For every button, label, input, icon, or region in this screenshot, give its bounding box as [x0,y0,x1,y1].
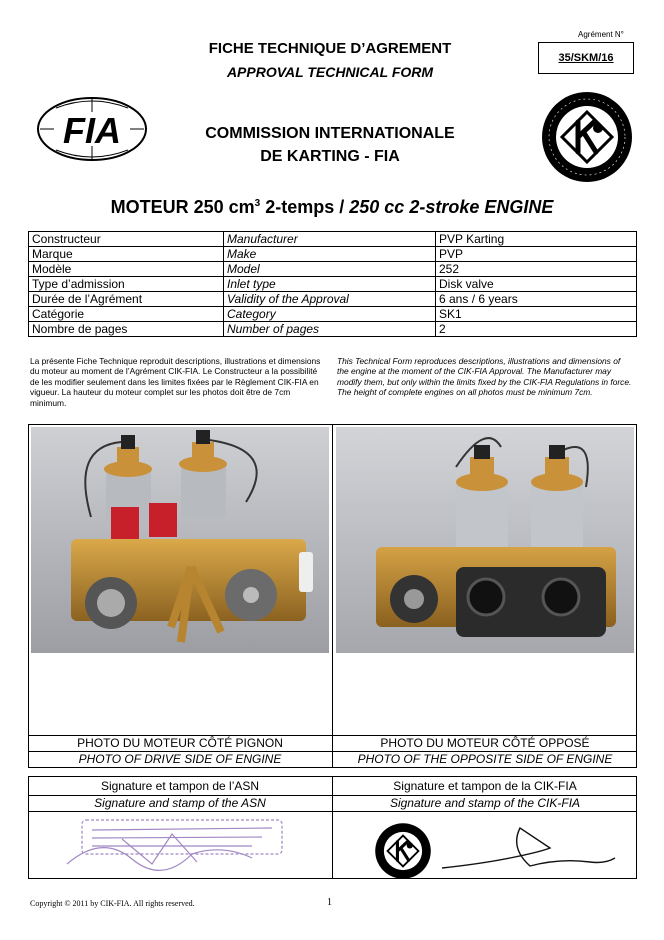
cik-signature-label-en: Signature and stamp of the CIK-FIA [389,796,581,810]
engine-title [30,197,634,218]
spec-value: 6 ans / 6 years [436,292,637,307]
cik-fia-emblem [540,90,634,184]
spec-label-en: Make [224,247,436,262]
asn-signature-label-en: Signature and stamp of the ASN [94,796,266,810]
signature-divider [332,776,333,879]
cik-signature [440,818,620,876]
table-row [29,292,637,307]
signature-caption-rule-2 [28,811,637,812]
spec-label-fr: Catégorie [29,307,224,322]
spec-value: 2 [436,322,637,337]
spec-label-fr: Nombre de pages [29,322,224,337]
title-fr: FICHE TECHNIQUE D’AGREMENT [208,40,452,57]
asn-stamp-signature [62,814,302,874]
table-row [29,247,637,262]
asn-signature-label-fr: Signature et tampon de l’ASN [100,779,260,793]
spec-value: 252 [436,262,637,277]
spec-label-en: Category [224,307,436,322]
engine-title-fr: MOTEUR 250 cm [110,197,255,217]
spec-label-en: Validity of the Approval [224,292,436,307]
photo-divider [332,424,333,768]
engine-photo-opposite-side [336,427,634,653]
table-row [29,277,637,292]
commission-line-1: COMMISSION INTERNATIONALE [205,125,455,142]
spec-label-en: Number of pages [224,322,436,337]
engine-photo-drive-side [31,427,329,653]
spec-value: PVP Karting [436,232,637,247]
spec-label-fr: Marque [29,247,224,262]
info-text-fr: La présente Fiche Technique reproduit descriptions, illustrations et dimensions du moteur au moment de l’Agrément CIK-FIA. Le Constructeur a la possibilité de les modifier seulement dans les limites fixées par le Règlement CIK-FIA en vigueur. La hauteur du moteur complet sur les photos doit être de 7cm minimum. [30,356,321,408]
table-row [29,322,637,337]
spec-label-fr: Durée de l’Agrément [29,292,224,307]
spec-label-en: Manufacturer [224,232,436,247]
spec-value: SK1 [436,307,637,322]
approval-number-label: Agrément N° [578,30,624,39]
cm3-superscript: 3 [254,198,261,209]
engine-title-en: 250 cc 2-stroke ENGINE [349,197,554,217]
table-row [29,307,637,322]
page-number: 1 [327,897,332,908]
spec-label-en: Model [224,262,436,277]
title-en: APPROVAL TECHNICAL FORM [226,64,434,80]
spec-value: Disk valve [436,277,637,292]
spec-label-fr: Type d’admission [29,277,224,292]
spec-label-en: Inlet type [224,277,436,292]
engine-title-fr-suffix: 2-temps / [260,197,350,217]
left-photo-caption-fr: PHOTO DU MOTEUR CÔTÉ PIGNON [77,736,283,750]
spec-value: PVP [436,247,637,262]
approval-number-box: 35/SKM/16 [538,42,634,74]
info-text-en: This Technical Form reproduces descriptions, illustrations and dimensions of the engine at the moment of the CIK-FIA Approval. The Manufacturer may modify them, but only within the limits fixed by the CIK-FIA Regulations in force. The height of complete engines on all photos must be minimum 7cm. [337,356,632,398]
cik-fia-stamp [374,822,432,880]
spec-label-fr: Modèle [29,262,224,277]
table-row [29,262,637,277]
copyright-footer: Copyright © 2011 by CIK-FIA. All rights reserved. [30,899,195,908]
left-photo-caption-en: PHOTO OF DRIVE SIDE OF ENGINE [78,752,282,766]
right-photo-caption-fr: PHOTO DU MOTEUR CÔTÉ OPPOSÉ [380,736,590,750]
svg-text:FIA: FIA [63,110,121,151]
fia-logo [36,96,148,162]
commission-line-2: DE KARTING - FIA [260,148,400,165]
spec-table [28,231,637,337]
table-row [29,232,637,247]
right-photo-caption-en: PHOTO OF THE OPPOSITE SIDE OF ENGINE [357,752,613,766]
cik-signature-label-fr: Signature et tampon de la CIK-FIA [393,779,577,793]
spec-label-fr: Constructeur [29,232,224,247]
